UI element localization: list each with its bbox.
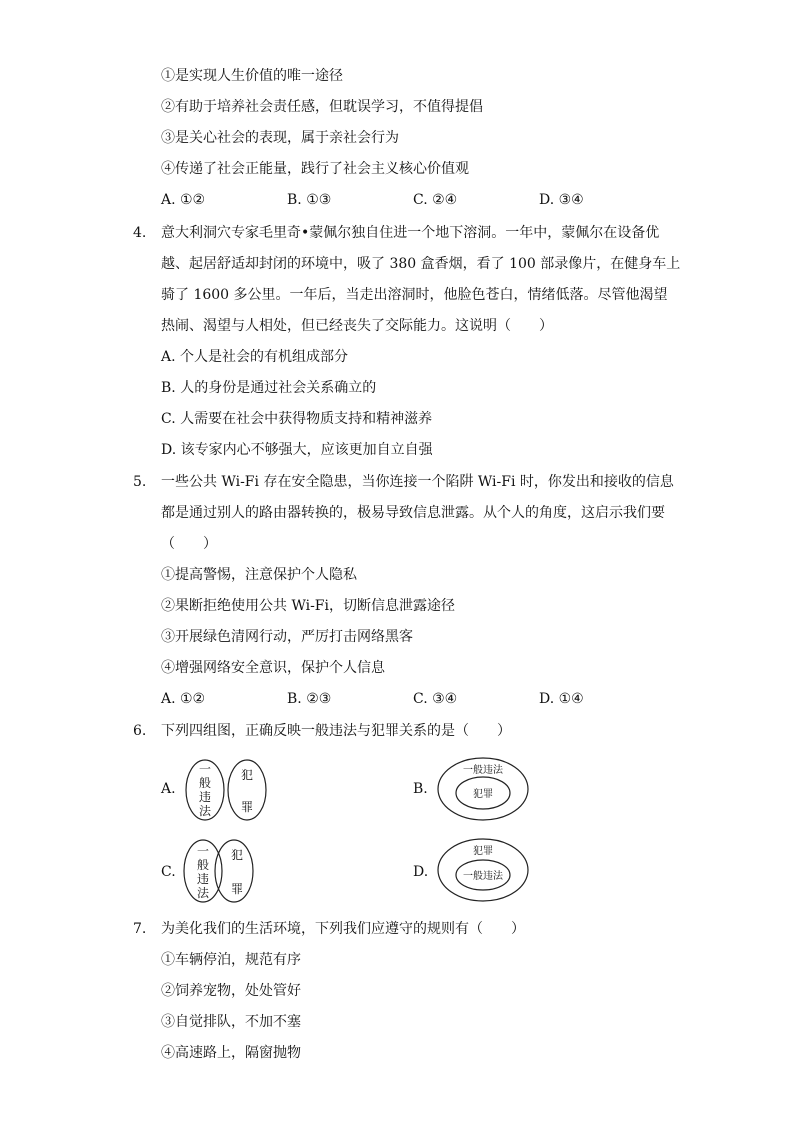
illegal-label: 一般违法 [463,871,503,882]
q4-stem-line-3: 骑了 1600 多公里。一年后，当走出溶洞时，他脸色苍白，情绪低落。尽管他渴望 [161,287,668,303]
crime-char-1: 犯 [240,768,254,782]
illegal-char-2: 般 [198,776,212,790]
q5-item-4: ④增强网络安全意识，保护个人信息 [161,660,385,676]
q3-item-4: ④传递了社会正能量，践行了社会主义核心价值观 [161,161,469,177]
illegal-char-1: 一 [196,844,210,858]
q5-option-a: A. ①② [161,691,206,707]
q7-item-4: ④高速路上，隔窗抛物 [161,1045,301,1061]
q6-option-a-label: A. [161,781,176,797]
illegal-char-1: 一 [198,762,212,776]
q6-stem: 下列四组图，正确反映一般违法与犯罪关系的是（ ） [161,723,511,739]
illegal-label: 一般违法 [463,765,503,776]
q5-item-1: ①提高警惕，注意保护个人隐私 [161,567,357,583]
crime-label: 犯罪 [473,846,493,857]
q3-option-c: C. ②④ [413,192,458,208]
crime-char-1: 犯 [230,848,244,862]
q3-item-1: ①是实现人生价值的唯一途径 [161,68,343,84]
q5-stem-line-3: （ ） [161,536,217,552]
q5-stem-line-1: 一些公共 Wi-Fi 存在安全隐患，当你连接一个陷阱 Wi-Fi 时，你发出和接收的信息 [161,474,674,490]
q4-option-d: D. 该专家内心不够强大，应该更加自立自强 [161,442,433,458]
illegal-char-3: 违 [198,790,212,804]
q6-option-d-label: D. [413,864,429,880]
q5-option-d: D. ①④ [539,691,584,707]
q3-option-a: A. ①② [161,192,206,208]
q5-option-c: C. ③④ [413,691,458,707]
q6-option-a-diagram [180,758,275,822]
q5-item-3: ③开展绿色清网行动，严厉打击网络黑客 [161,629,413,645]
q4-stem-line-1: 意大利洞穴专家毛里奇•蒙佩尔独自住进一个地下溶洞。一年中，蒙佩尔在设备优 [161,225,660,241]
q7-item-1: ①车辆停泊，规范有序 [161,952,301,968]
q6-option-b-label: B. [413,781,428,797]
q7-stem: 为美化我们的生活环境，下列我们应遵守的规则有（ ） [161,921,525,937]
q3-item-2: ②有助于培养社会责任感，但耽误学习，不值得提倡 [161,99,483,115]
q7-item-2: ②饲养宠物，处处管好 [161,983,301,999]
q7-item-3: ③自觉排队，不加不塞 [161,1014,301,1030]
q3-option-b: B. ①③ [287,192,332,208]
q4-option-b: B. 人的身份是通过社会关系确立的 [161,380,377,396]
q4-option-a: A. 个人是社会的有机组成部分 [161,349,349,365]
q5-number: 5. [133,474,147,490]
q6-option-c-label: C. [161,864,176,880]
q6-option-c-diagram [182,838,257,904]
q5-stem-line-2: 都是通过别人的路由器转换的，极易导致信息泄露。从个人的角度，这启示我们要 [161,505,665,521]
illegal-char-4: 法 [198,804,212,818]
q4-option-c: C. 人需要在社会中获得物质支持和精神滋养 [161,411,433,427]
illegal-char-4: 法 [196,886,210,900]
illegal-char-3: 违 [196,872,210,886]
q6-option-d-diagram [435,837,531,903]
q4-number: 4. [133,225,147,241]
crime-label: 犯罪 [473,789,493,800]
q3-item-3: ③是关心社会的表现，属于亲社会行为 [161,130,399,146]
q5-option-b: B. ②③ [287,691,332,707]
crime-char-2: 罪 [230,882,244,896]
q7-number: 7. [133,921,147,937]
q4-stem-line-4: 热闹、渴望与人相处，但已经丧失了交际能力。这说明（ ） [161,318,553,334]
q3-option-d: D. ③④ [539,192,584,208]
q5-item-2: ②果断拒绝使用公共 Wi-Fi，切断信息泄露途径 [161,598,455,614]
illegal-char-2: 般 [196,858,210,872]
q6-option-b-diagram [435,756,531,822]
crime-char-2: 罪 [240,800,254,814]
q6-number: 6. [133,723,147,739]
q4-stem-line-2: 越、起居舒适却封闭的环境中，吸了 380 盒香烟，看了 100 部录像片，在健身车上 [161,256,681,272]
